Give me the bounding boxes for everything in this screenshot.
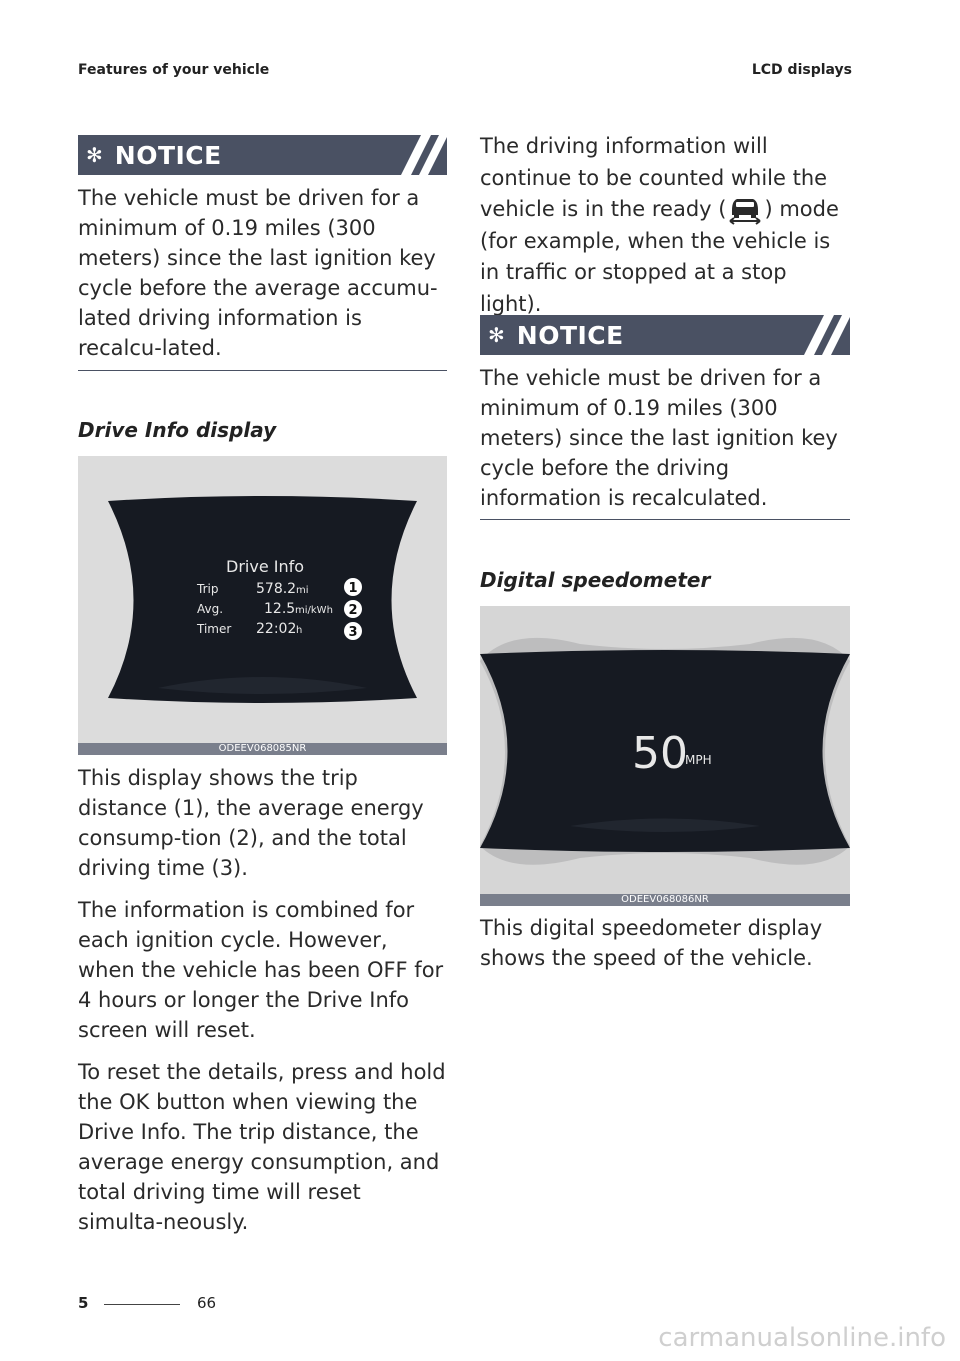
notice-star-icon: ✻ bbox=[86, 143, 103, 167]
marker-3: 3 bbox=[348, 625, 358, 640]
drive-info-figure bbox=[78, 456, 447, 755]
notice-text-right: The vehicle must be driven for a minimum of 0.19 miles (300 meters) since the last ignition key cycle before the driving information is recalculated. bbox=[480, 366, 838, 510]
notice-stripes-icon bbox=[790, 315, 850, 355]
paragraph-1: This display shows the trip distance (1), the average energy consump-tion (2), and the total driving time (3). bbox=[78, 766, 424, 880]
footer-rule bbox=[104, 1304, 180, 1305]
ready-car-icon bbox=[726, 195, 764, 225]
speedometer-screen bbox=[480, 606, 850, 894]
avg-unit: mi/kWh bbox=[295, 605, 333, 616]
timer-unit: h bbox=[296, 625, 303, 636]
speedometer-paragraph: This digital speedometer display shows the speed of the vehicle. bbox=[480, 916, 823, 970]
avg-label: Avg. bbox=[197, 602, 224, 616]
paragraph-3: To reset the details, press and hold the OK button when viewing the Drive Info. The trip distance, the average energy consumption, and total driving time will reset simulta-neously. bbox=[78, 1060, 446, 1234]
divider bbox=[78, 370, 447, 371]
timer-value: 22:02 bbox=[256, 621, 297, 637]
notice-title: NOTICE bbox=[516, 320, 624, 350]
trip-unit: mi bbox=[296, 585, 309, 596]
trip-label: Trip bbox=[197, 582, 219, 596]
section-title-drive-info: Drive Info display bbox=[78, 418, 277, 442]
divider bbox=[480, 519, 850, 520]
notice-box-left bbox=[78, 135, 447, 175]
figure-caption: ODEEV068085NR bbox=[78, 743, 447, 755]
notice-box-right bbox=[480, 315, 850, 355]
notice-stripes-icon bbox=[387, 135, 447, 175]
screen-title: Drive Info bbox=[226, 557, 305, 576]
speedometer-figure bbox=[480, 606, 850, 906]
drive-info-screen bbox=[78, 456, 447, 743]
page-number: 66 bbox=[197, 1294, 217, 1312]
intro-text-after: ) mode (for example, when the vehicle is in traffic or stopped at a stop light). bbox=[480, 197, 839, 316]
figure-caption: ODEEV068086NR bbox=[480, 894, 850, 906]
speed-value: 50 bbox=[632, 728, 688, 779]
intro-text-before: The driving information will continue to be counted while the vehicle is in the ready ( bbox=[480, 134, 828, 221]
notice-title: NOTICE bbox=[114, 140, 222, 170]
running-header-left: Features of your vehicle bbox=[78, 62, 270, 78]
paragraph-2: The information is combined for each ignition cycle. However, when the vehicle has been OFF for 4 hours or longer the Drive Info screen will reset. bbox=[78, 898, 444, 1042]
notice-text-left: The vehicle must be driven for a minimum of 0.19 miles (300 meters) since the last ignition key cycle before the average accumu-lated driving information is recalcu-lated. bbox=[78, 186, 438, 360]
watermark: carmanualsonline.info bbox=[658, 1323, 946, 1353]
speed-unit: MPH bbox=[685, 753, 712, 767]
section-number: 5 bbox=[78, 1294, 89, 1312]
marker-1: 1 bbox=[348, 581, 358, 596]
marker-2: 2 bbox=[348, 603, 358, 618]
notice-star-icon: ✻ bbox=[488, 323, 505, 347]
running-header-right: LCD displays bbox=[751, 62, 852, 78]
avg-value: 12.5 bbox=[264, 601, 296, 617]
section-title-speedometer: Digital speedometer bbox=[480, 568, 711, 592]
intro-paragraph bbox=[480, 131, 852, 320]
trip-value: 578.2 bbox=[256, 581, 297, 597]
timer-label: Timer bbox=[197, 622, 232, 636]
